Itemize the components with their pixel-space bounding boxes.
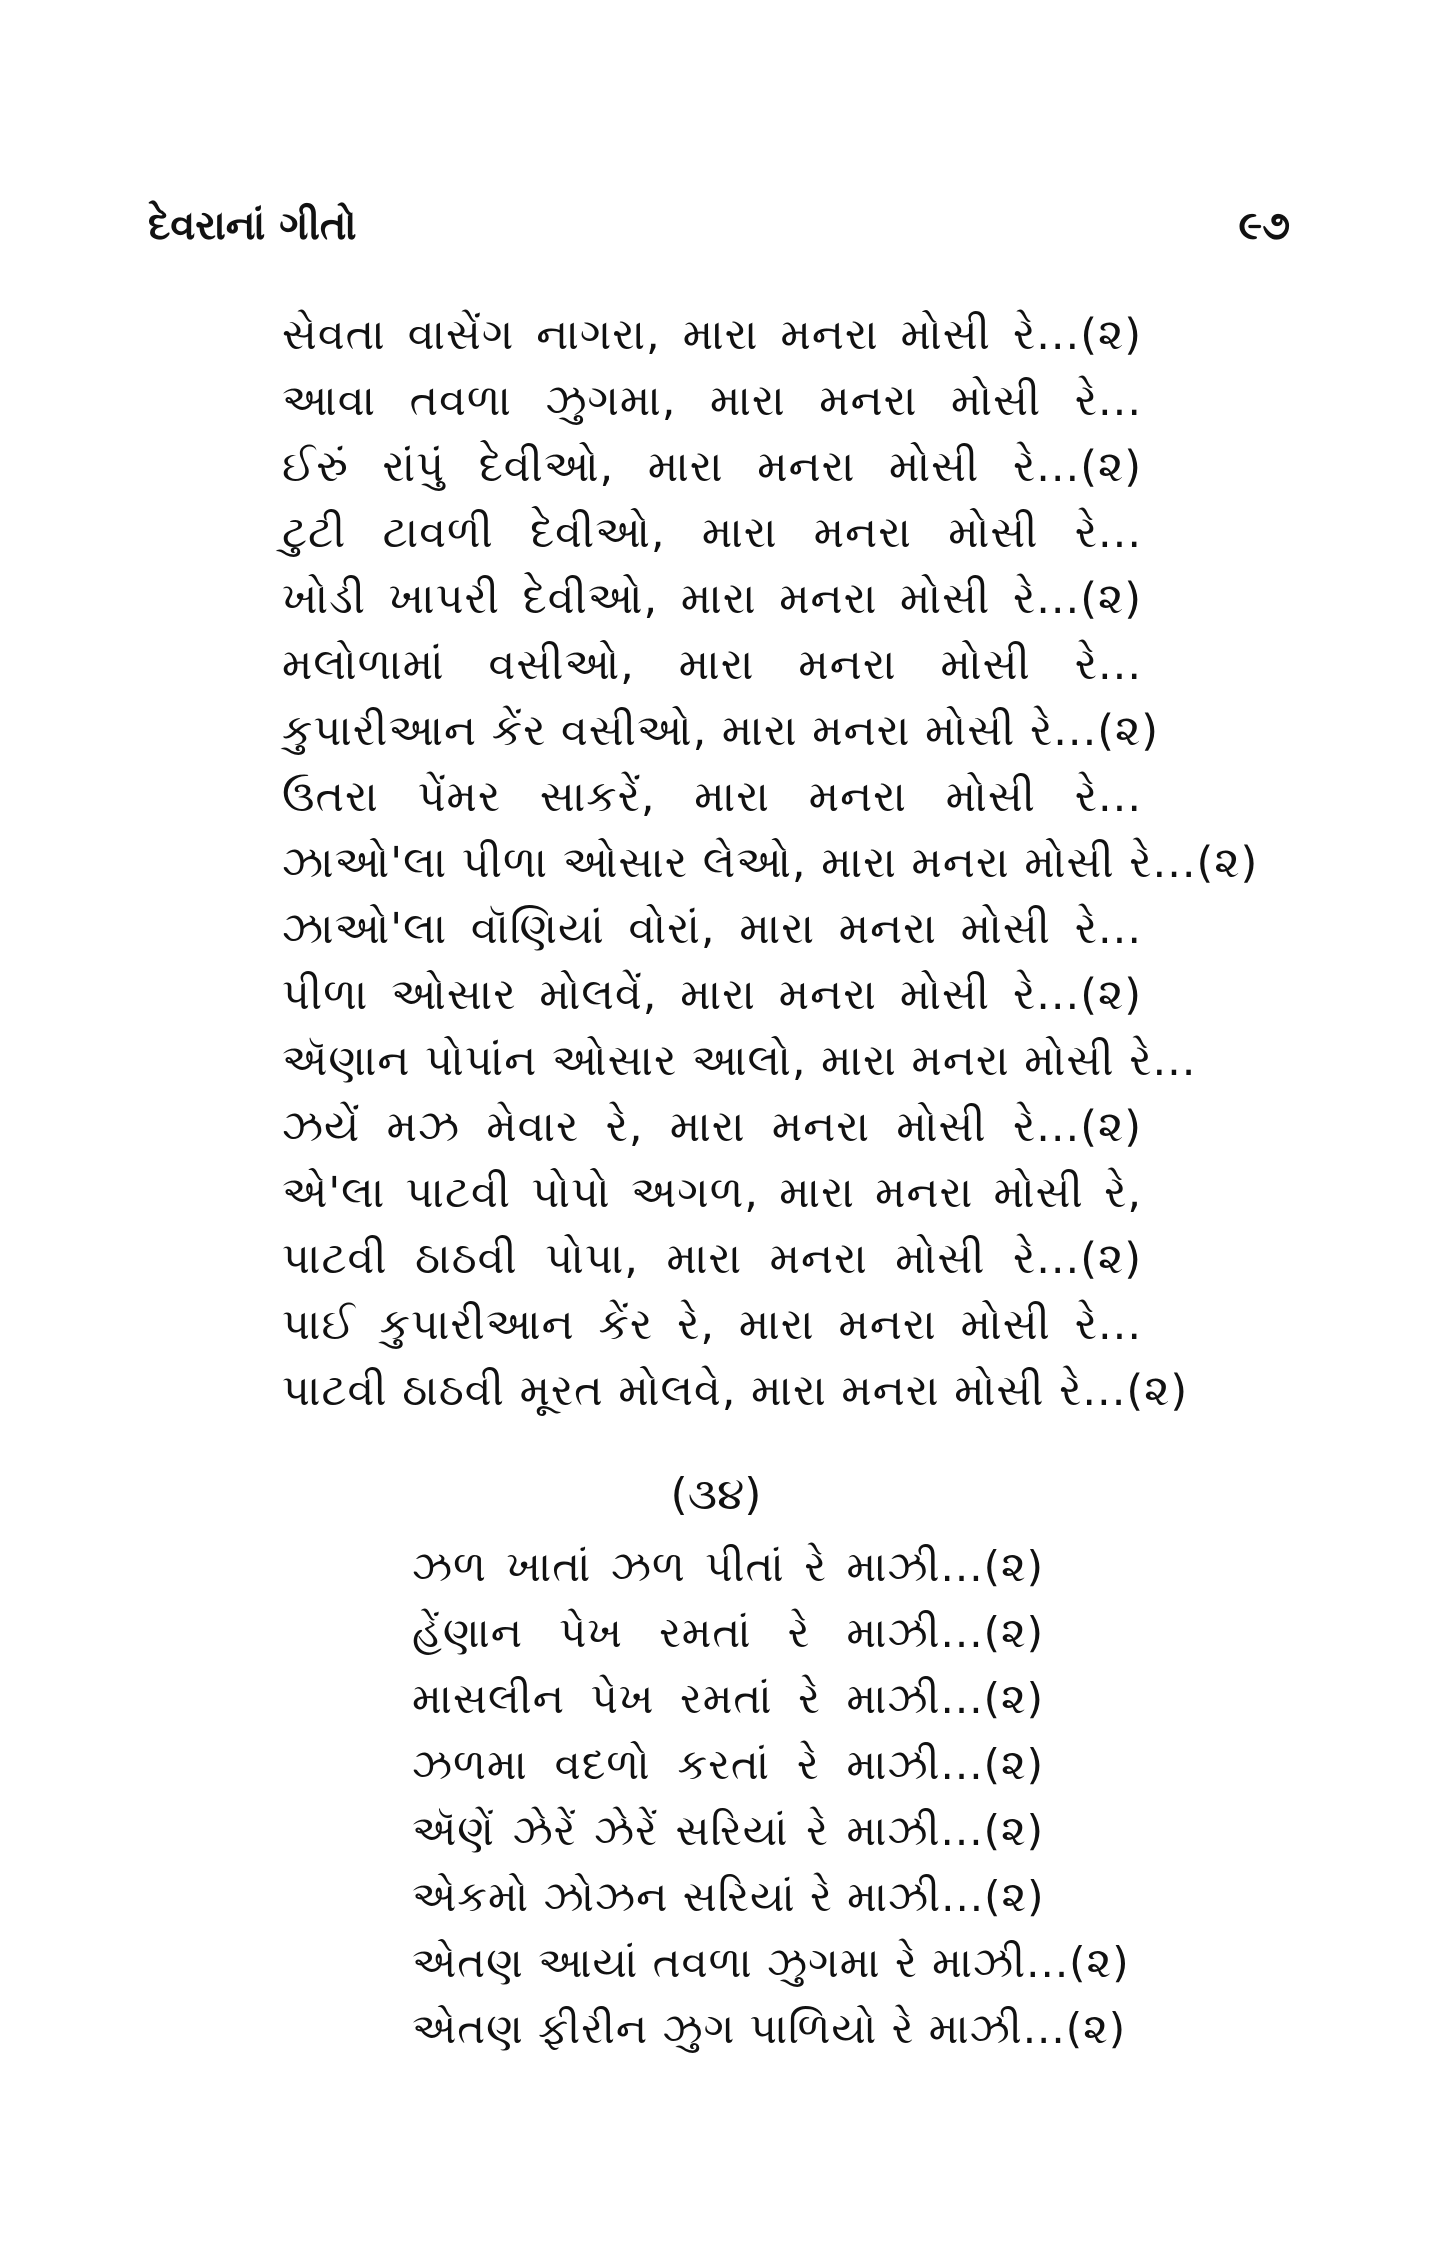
- song-number-heading: [0, 1462, 1438, 1528]
- verse-line: ઝળમા વદળો કરતાં રે માઝી...(૨): [412, 1740, 1044, 1789]
- song-34-stanza: [412, 1534, 1130, 2062]
- running-header: [148, 196, 1290, 256]
- verse-line: એતણ આયાં તવળા ઝુગમા રે માઝી...(૨): [412, 1938, 1130, 1987]
- verse-line: ઝળ ખાતાં ઝળ પીતાં રે માઝી...(૨): [412, 1542, 1044, 1591]
- song-continued-stanza: [282, 302, 1259, 1424]
- verse-line: પાટવી ઠાઠવી મૂરત મોલવે, મારા મનરા મોસી રે...(૨): [282, 1366, 1189, 1416]
- verse-line: આવા તવળા ઝુગમા, મારા મનરા મોસી રે...: [282, 376, 1142, 426]
- verse-line: એ'લા પાટવી પોપો અગળ, મારા મનરા મોસી રે,: [282, 1168, 1142, 1218]
- verse-line: પીળા ઓસાર મોલવેં, મારા મનરા મોસી રે...(૨): [282, 970, 1142, 1020]
- verse-line: કુપારીઆન કેંર વસીઓ, મારા મનરા મોસી રે...(૨): [282, 706, 1160, 756]
- song-number: (૩૪): [670, 1469, 762, 1520]
- verse-line: પાઈ કુપારીઆન કેંર રે, મારા મનરા મોસી રે...: [282, 1300, 1142, 1350]
- verse-line: મલોળામાં વસીઓ, મારા મનરા મોસી રે...: [282, 640, 1142, 690]
- running-title: દેવરાનાં ગીતો: [148, 203, 357, 249]
- verse-line: ઉતરા પેંમર સાકરેં, મારા મનરા મોસી રે...: [282, 772, 1142, 822]
- verse-line: ખોડી ખાપરી દેવીઓ, મારા મનરા મોસી રે...(૨): [282, 574, 1142, 624]
- verse-line: ઝાઓ'લા પીળા ઓસાર લેઓ, મારા મનરા મોસી રે...(૨): [282, 838, 1259, 888]
- page-number: ૯૭: [1238, 203, 1290, 249]
- verse-line: ઝયેં મઝ મેવાર રે, મારા મનરા મોસી રે...(૨): [282, 1102, 1142, 1152]
- verse-line: ઍણેં ઝેરેં ઝેરેં સરિયાં રે માઝી...(૨): [412, 1806, 1044, 1855]
- verse-line: ઍણાન પોપાંન ઓસાર આલો, મારા મનરા મોસી રે...: [282, 1036, 1197, 1086]
- verse-line: ઝાઓ'લા વૉણિયાં વોરાં, મારા મનરા મોસી રે...: [282, 904, 1142, 954]
- verse-line: ટુટી ટાવળી દેવીઓ, મારા મનરા મોસી રે...: [282, 508, 1142, 558]
- verse-line: હેંણાન પેખ રમતાં રે માઝી...(૨): [412, 1608, 1044, 1657]
- verse-line: પાટવી ઠાઠવી પોપા, મારા મનરા મોસી રે...(૨): [282, 1234, 1142, 1284]
- verse-line: સેવતા વાસેંગ નાગરા, મારા મનરા મોસી રે...(૨): [282, 310, 1142, 360]
- verse-line: માસલીન પેખ રમતાં રે માઝી...(૨): [412, 1674, 1044, 1723]
- verse-line: એતણ ફીરીન ઝુગ પાળિયો રે માઝી...(૨): [412, 2004, 1127, 2053]
- verse-line: એકમો ઝોઝન સરિયાં રે માઝી...(૨): [412, 1872, 1045, 1921]
- verse-line: ઈરું રાંપું દેવીઓ, મારા મનરા મોસી રે...(૨): [282, 442, 1142, 492]
